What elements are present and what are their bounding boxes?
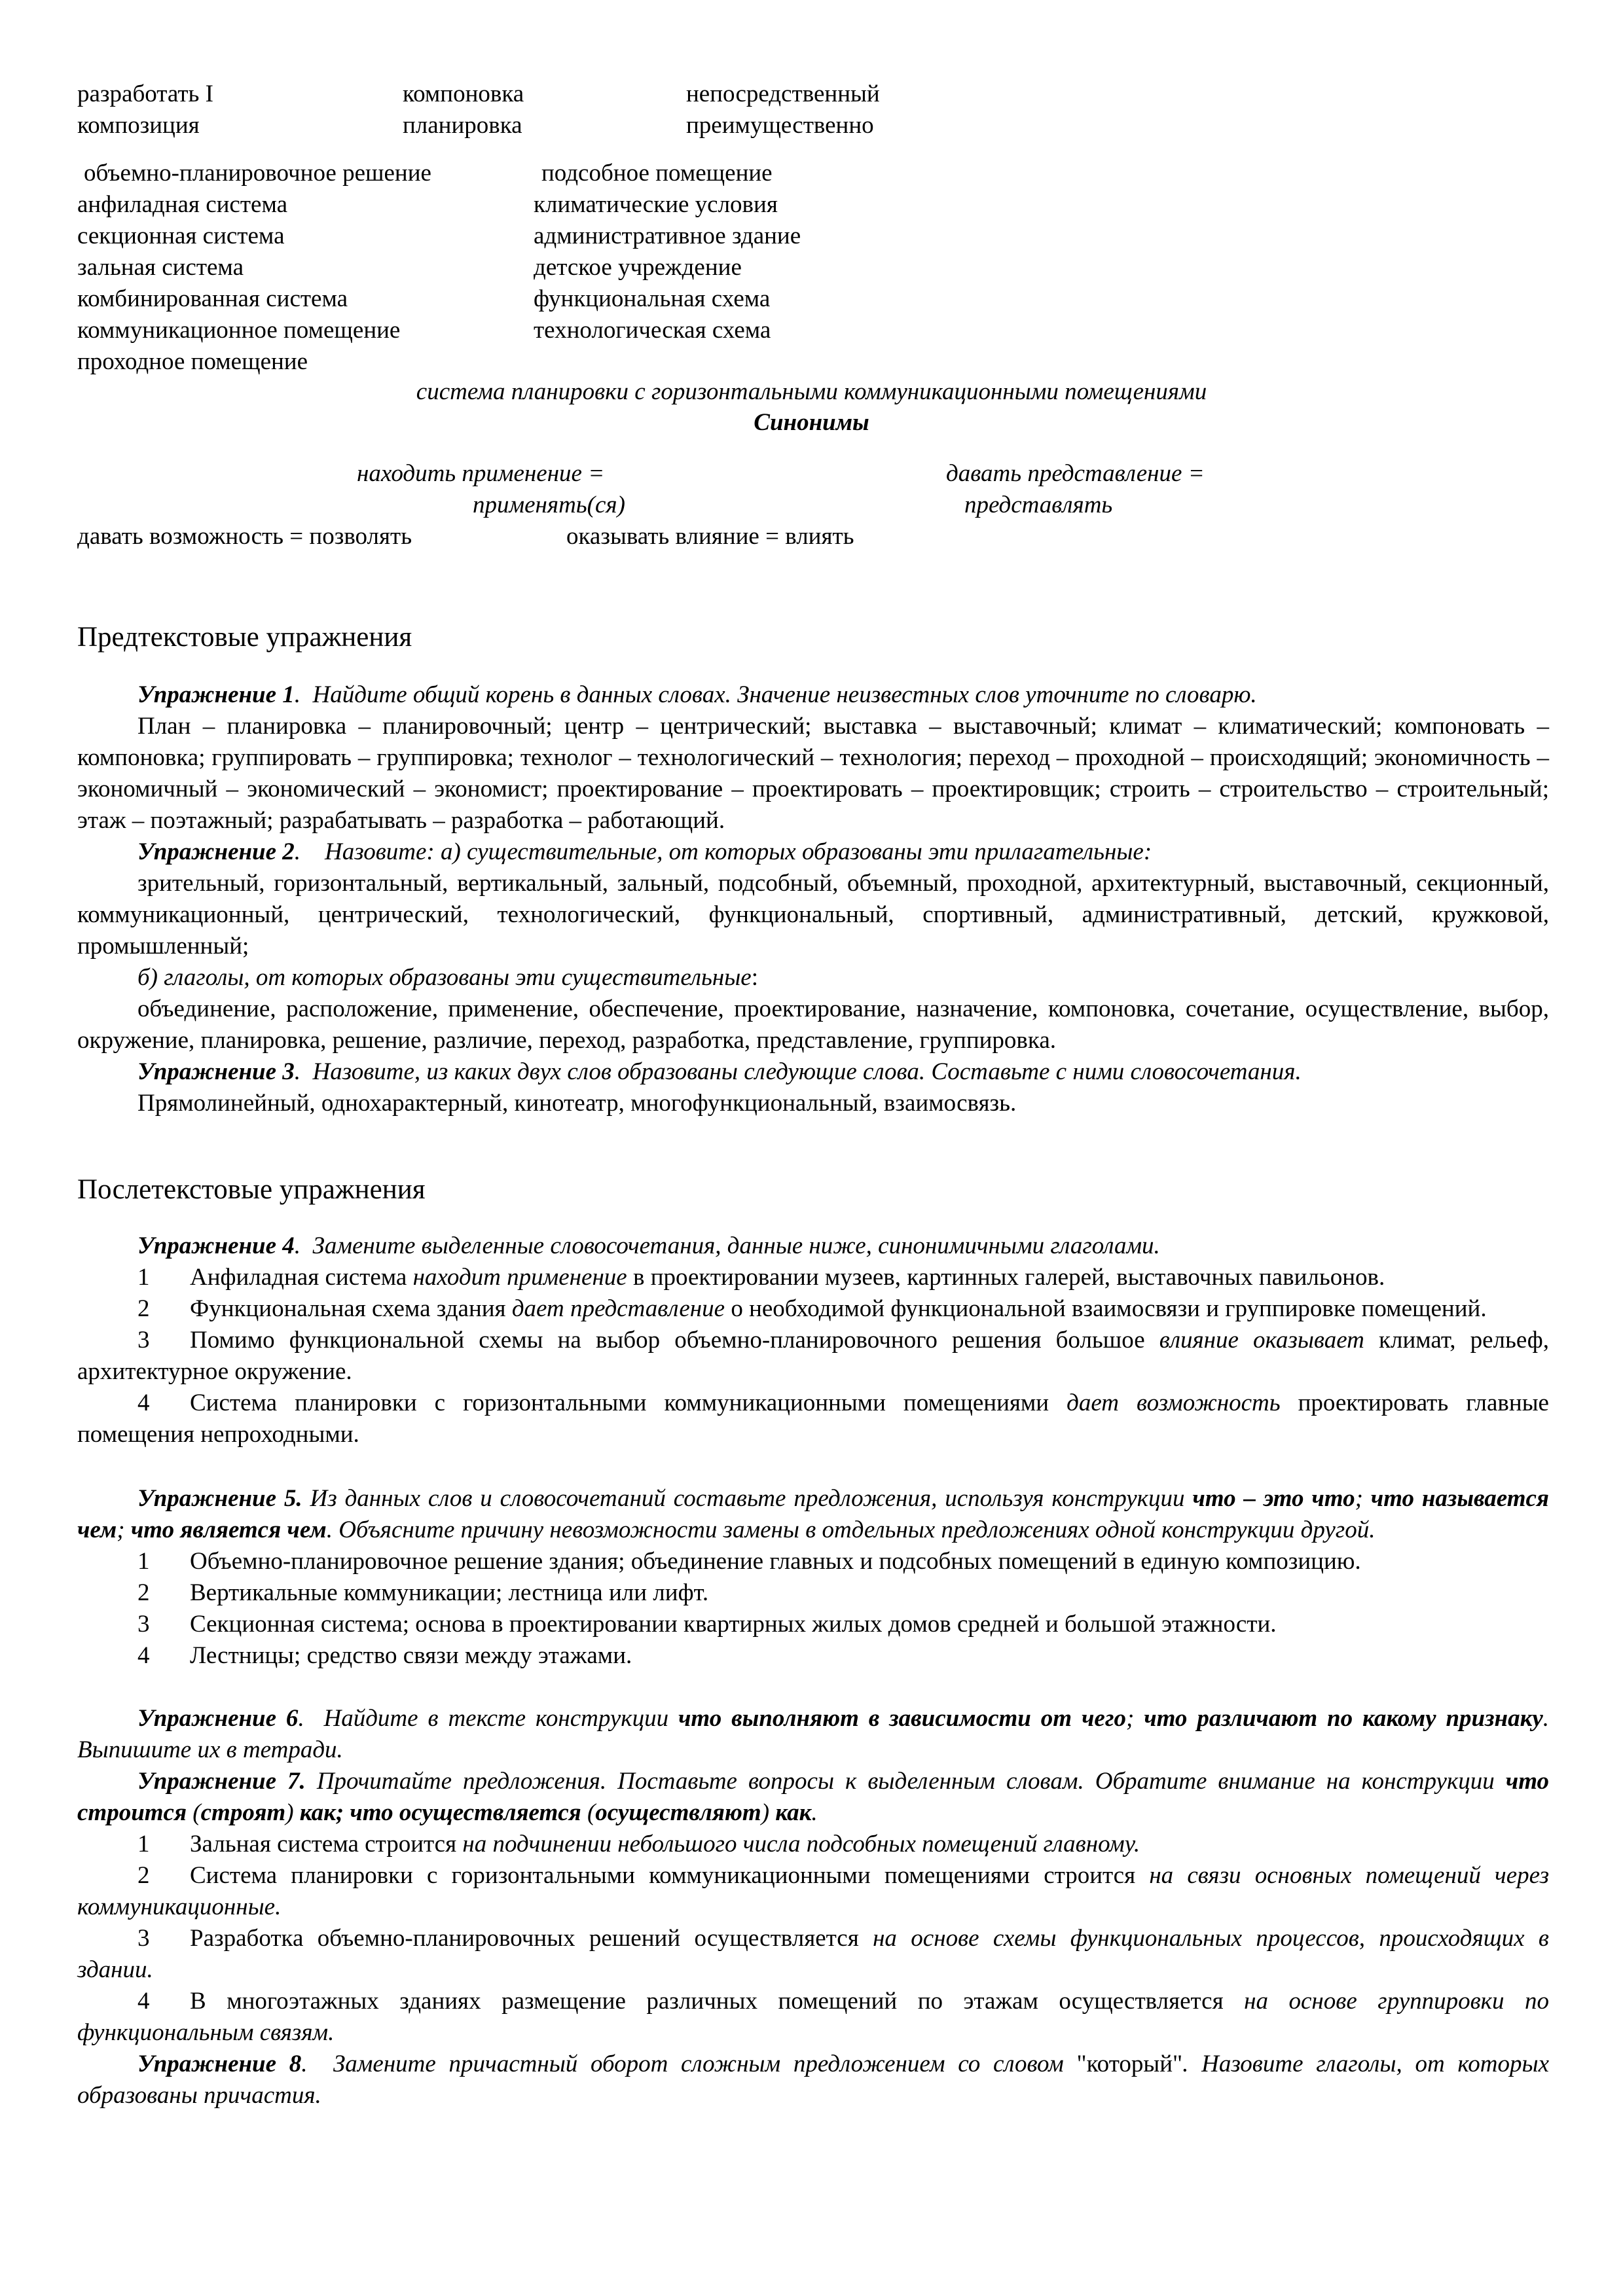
- synonym-pair3: давать возможность = позволять: [77, 523, 412, 550]
- exercise-3: Упражнение 3. Назовите, из каких двух слов образованы следующие слова. Составьте с ними словосочетания. Прямолинейный, однохарактерный, кинотеатр, многофункциональный, взаимосвязь.: [77, 1056, 1549, 1119]
- vocab-terms-left: [77, 158, 431, 378]
- vocab-terms-right: [534, 158, 801, 346]
- list-item: 4 Система планировки с горизонтальными коммуникационными помещениями дает возможность проектировать главные помещения непроходными.: [77, 1390, 1549, 1448]
- exercise-label: Упражнение 1: [137, 681, 295, 708]
- vocab-term: подсобное помещение: [541, 160, 773, 187]
- exercise-subtask: б) глаголы, от которых образованы эти существительные: [137, 964, 752, 991]
- vocab-top-col1: [77, 79, 213, 141]
- exercise-label: Упражнение 3: [137, 1058, 295, 1085]
- list-item: 4 Лестницы; средство связи между этажами.: [137, 1642, 632, 1669]
- synonym-pair1-a: находить применение =: [357, 460, 605, 487]
- vocab-word: планировка: [403, 112, 522, 139]
- exercise-label: Упражнение 4: [137, 1232, 295, 1259]
- exercise-4: Упражнение 4. Замените выделенные словосочетания, данные ниже, синонимичными глаголами. 1 Анфиладная система находит применение в проектировании музеев, картинных галерей, выставочных павильонов. 2 Функциональная схема здания дает представление о необходимой функциональной взаимосвязи и группировке помещений. 3 Помимо функциональной схемы на выбор объемно-планировочного решения большое влияние оказывает климат, рельеф, архитектурное окружение. 4 Система планировки с горизонтальными коммуникационными помещениями дает возможность проектировать главные помещения непроходными.: [77, 1230, 1549, 1450]
- list-item: 1 Анфиладная система находит применение в проектировании музеев, картинных галерей, выставочных павильонов.: [137, 1264, 1385, 1291]
- vocab-term: анфиладная система: [77, 191, 288, 218]
- vocab-term: детское учреждение: [534, 254, 742, 281]
- exercise-7: Упражнение 7. Прочитайте предложения. Поставьте вопросы к выделенным словам. Обратите внимание на конструкции что строится (строят) как; что осуществляется (осуществляют) как. 1 Зальная система строится на подчинении небольшого числа подсобных помещений главному. 2 Система планировки с горизонтальными коммуникационными помещениями строится на связи основных помещений через коммуникационные. 3 Разработка объемно-планировочных решений осуществляется на основе схемы функциональных процессов, происходящих в здании. 4 В многоэтажных зданиях размещение различных помещений по этажам осуществляется на основе группировки по функциональным связям.: [77, 1766, 1549, 2049]
- exercise-body: План – планировка – планировочный; центр – центрический; выставка – выставочный; климат – климатический; компоновать – компоновка; группировать – группировка; технолог – технологический – технология; переход – проходной – происходящий; экономичность – экономичный – экономический – экономист; проектирование – проектировать – проектировщик; строить – строительство – строительный; этаж – поэтажный; разрабатывать – разработка – работающий.: [77, 713, 1549, 834]
- section-title-pre: Предтекстовые упражнения: [77, 622, 412, 653]
- vocab-top-col2: [403, 79, 524, 141]
- exercise-task: Назовите, из каких двух слов образованы следующие слова. Составьте с ними словосочетания.: [312, 1058, 1302, 1085]
- vocab-term: коммуникационное помещение: [77, 317, 401, 344]
- exercise-6: Упражнение 6. Найдите в тексте конструкции что выполняют в зависимости от чего; что различают по какому признаку. Выпишите их в тетради.: [77, 1705, 1550, 1763]
- exercise-task: Замените выделенные словосочетания, данные ниже, синонимичными глаголами.: [312, 1232, 1160, 1259]
- list-item: 3 Помимо функциональной схемы на выбор объемно-планировочного решения большое влияние оказывает климат, рельеф, архитектурное окружение.: [77, 1327, 1549, 1385]
- exercise-2: Упражнение 2. Назовите: а) существительные, от которых образованы эти прилагательные: зрительный, горизонтальный, вертикальный, зальный, подсобный, объемный, проходной, архитектурный, выставочный, секционный, коммуникационный, центрический, технологический, функциональный, спортивный, административный, детский, кружковой, промышленный; б) глаголы, от которых образованы эти существительные: объединение, расположение, применение, обеспечение, проектирование, назначение, компоновка, сочетание, осуществление, выбор, окружение, планировка, решение, различие, переход, разработка, представление, группировка.: [77, 836, 1549, 1056]
- exercise-5: Упражнение 5. Из данных слов и словосочетаний составьте предложения, используя конструкции что – это что; что называется чем; что является чем. Объясните причину невозможности замены в отдельных предложениях одной конструкции другой. 1 Объемно-планировочное решение здания; объединение главных и подсобных помещений в единую композицию. 2 Вертикальные коммуникации; лестница или лифт. 3 Секционная система; основа в проектировании квартирных жилых домов средней и большой этажности. 4 Лестницы; средство связи между этажами.: [77, 1483, 1549, 1672]
- list-item: 1 Зальная система строится на подчинении небольшого числа подсобных помещений главному.: [137, 1831, 1140, 1857]
- exercise-label: Упражнение 6: [137, 1705, 299, 1732]
- vocab-term: зальная система: [77, 254, 244, 281]
- exercise-label: Упражнение 8: [137, 2051, 302, 2077]
- vocab-word: разработать I: [77, 81, 213, 107]
- exercise-label: Упражнение 5.: [137, 1485, 302, 1512]
- vocab-term: функциональная схема: [534, 285, 771, 312]
- vocab-term: комбинированная система: [77, 285, 348, 312]
- exercise-body: объединение, расположение, применение, обеспечение, проектирование, назначение, компоновка, сочетание, осуществление, выбор, окружение, планировка, решение, различие, переход, разработка, представление, группировка.: [77, 996, 1549, 1054]
- list-item: 1 Объемно-планировочное решение здания; объединение главных и подсобных помещений в единую композицию.: [137, 1548, 1361, 1575]
- synonym-pair2-a: давать представление =: [946, 460, 1205, 487]
- vocab-word: компоновка: [403, 81, 524, 107]
- exercise-task: Найдите общий корень в данных словах. Значение неизвестных слов уточните по словарю.: [312, 681, 1257, 708]
- vocab-term: технологическая схема: [534, 317, 771, 344]
- list-item: 2 Система планировки с горизонтальными коммуникационными помещениями строится на связи основных помещений через коммуникационные.: [77, 1862, 1549, 1920]
- list-item: 3 Разработка объемно-планировочных решений осуществляется на основе схемы функциональных процессов, происходящих в здании.: [77, 1925, 1549, 1983]
- list-item: 4 В многоэтажных зданиях размещение различных помещений по этажам осуществляется на основе группировки по функциональным связям.: [77, 1988, 1549, 2046]
- vocab-term: климатические условия: [534, 191, 778, 218]
- vocab-term: объемно-планировочное решение: [84, 160, 431, 187]
- exercise-label: Упражнение 2: [137, 838, 295, 865]
- synonym-pair2-b: представлять: [964, 492, 1113, 518]
- list-item: 2 Функциональная схема здания дает представление о необходимой функциональной взаимосвязи и группировке помещений.: [137, 1295, 1487, 1322]
- exercise-8: Упражнение 8. Замените причастный оборот сложным предложением со словом "который". Назовите глаголы, от которых образованы причастия.: [77, 2051, 1549, 2109]
- synonym-pair4: оказывать влияние = влиять: [566, 523, 854, 550]
- vocab-term: проходное помещение: [77, 348, 308, 375]
- vocab-word: преимущественно: [686, 112, 874, 139]
- synonyms-heading: Синонимы: [754, 409, 869, 436]
- vocab-term: административное здание: [534, 223, 801, 249]
- exercise-1: Упражнение 1. Найдите общий корень в данных словах. Значение неизвестных слов уточните по словарю. План – планировка – планировочный; центр – центрический; выставка – выставочный; климат – климатический; компоновать – компоновка; группировать – группировка; технолог – технологический – технология; переход – проходной – происходящий; экономичность – экономичный – экономический – экономист; проектирование – проектировать – проектировщик; строить – строительство – строительный; этаж – поэтажный; разрабатывать – разработка – работающий.: [77, 679, 1549, 836]
- section-title-post: Послетекстовые упражнения: [77, 1174, 426, 1205]
- exercise-task: Назовите: а) существительные, от которых образованы эти прилагательные:: [325, 838, 1152, 865]
- phrase-center: система планировки с горизонтальными коммуникационными помещениями: [416, 378, 1207, 405]
- synonym-pair1-b: применять(ся): [473, 492, 625, 518]
- exercise-body: Прямолинейный, однохарактерный, кинотеатр, многофункциональный, взаимосвязь.: [137, 1090, 1017, 1117]
- exercise-label: Упражнение 7.: [137, 1768, 306, 1795]
- vocab-top-col3: [686, 79, 880, 141]
- vocab-word: композиция: [77, 112, 200, 139]
- vocab-term: секционная система: [77, 223, 285, 249]
- list-item: 2 Вертикальные коммуникации; лестница или лифт.: [137, 1579, 709, 1606]
- exercise-body: зрительный, горизонтальный, вертикальный, зальный, подсобный, объемный, проходной, архитектурный, выставочный, секционный, коммуникационный, центрический, технологический, функциональный, спортивный, административный, детский, кружковой, промышленный;: [77, 870, 1549, 960]
- list-item: 3 Секционная система; основа в проектировании квартирных жилых домов средней и большой этажности.: [137, 1611, 1277, 1638]
- vocab-word: непосредственный: [686, 81, 880, 107]
